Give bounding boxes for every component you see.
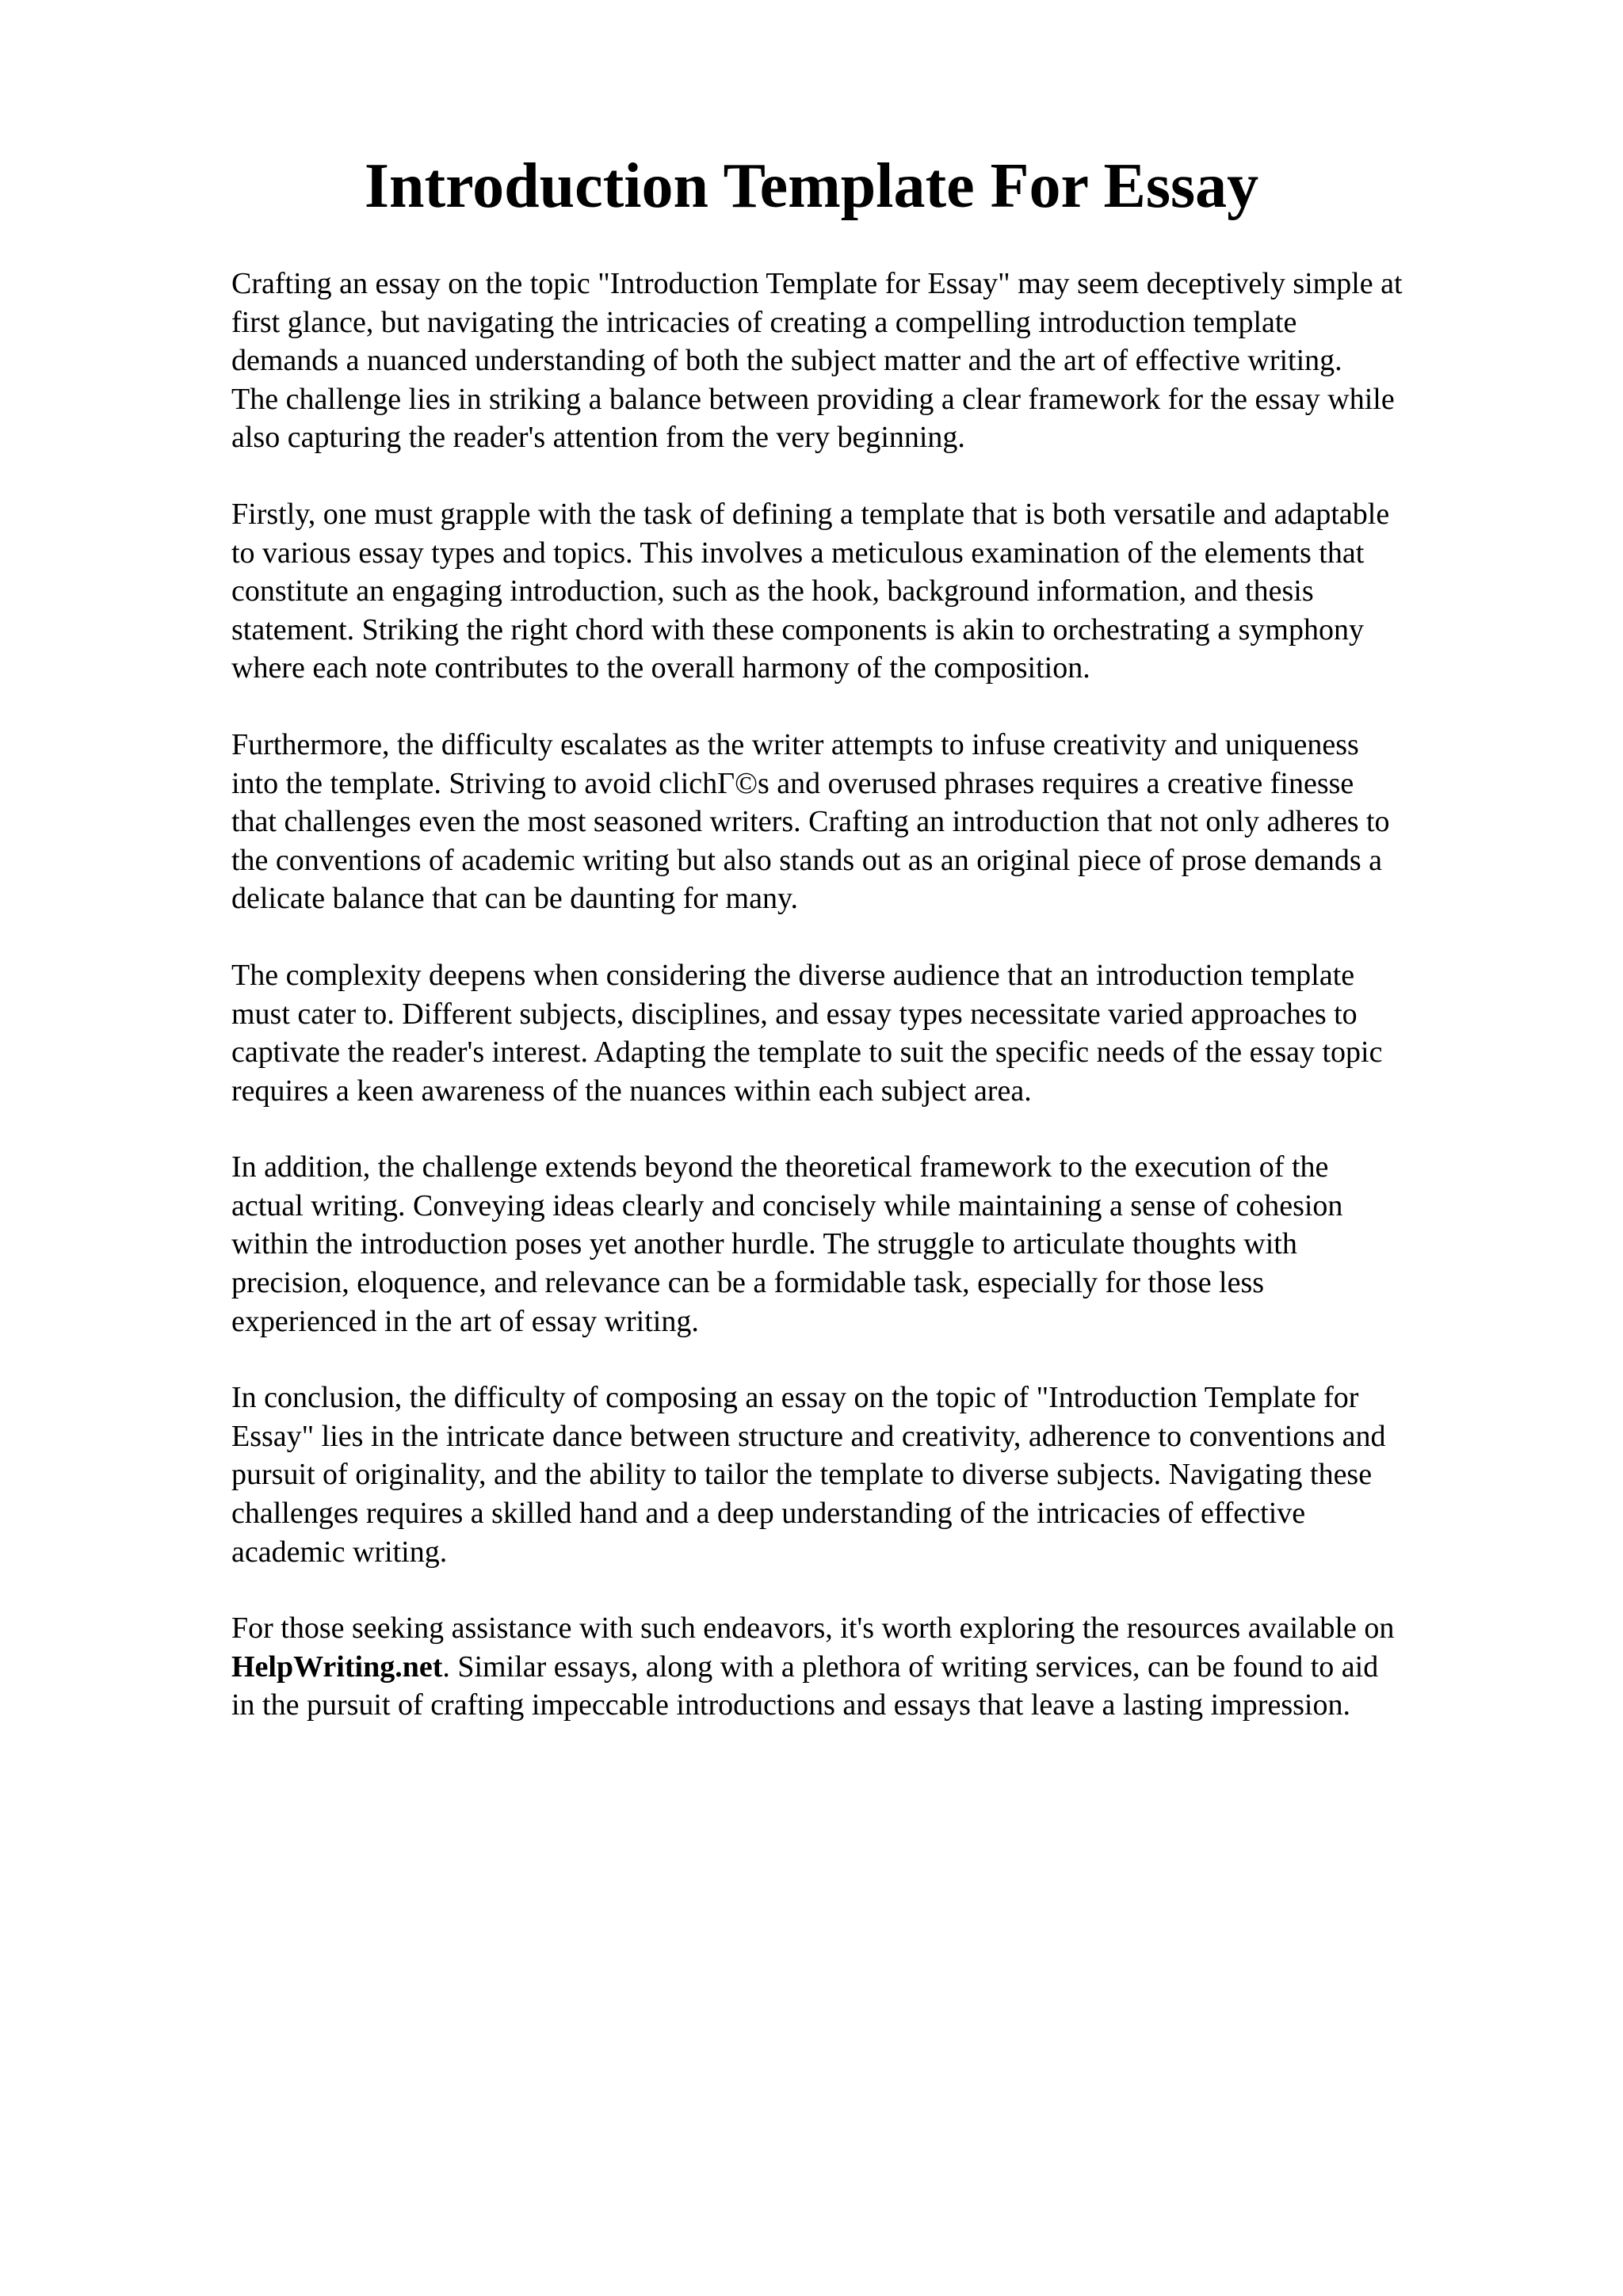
text-line: captivate the reader's interest. Adapting the template to suit the specific needs of the essay topic	[231, 1035, 1383, 1070]
text-line: The complexity deepens when considering the diverse audience that an introduction template	[231, 958, 1355, 992]
text-line	[231, 1648, 1515, 1687]
text-line: Essay" lies in the intricate dance between structure and creativity, adherence to conventions and	[231, 1419, 1386, 1453]
text-line: academic writing.	[231, 1535, 448, 1569]
text-line: pursuit of originality, and the ability to tailor the template to diverse subjects. Navigating these	[231, 1458, 1373, 1492]
text-line: Firstly, one must grapple with the task of defining a template that is both versatile and adaptable	[231, 497, 1390, 531]
text-line: actual writing. Conveying ideas clearly and concisely while maintaining a sense of cohesion	[231, 1188, 1343, 1222]
essay-body	[231, 265, 1515, 1763]
paragraph-2	[231, 495, 1515, 688]
text-line: the conventions of academic writing but also stands out as an original piece of prose demands a	[231, 843, 1383, 877]
text-line: experienced in the art of essay writing.	[231, 1304, 699, 1338]
text-line: must cater to. Different subjects, disciplines, and essay types necessitate varied approaches to	[231, 997, 1358, 1031]
paragraph-4	[231, 956, 1515, 1110]
page-title: Introduction Template For Essay	[364, 151, 1259, 221]
paragraph-1	[231, 265, 1515, 457]
text-line: that challenges even the most seasoned writers. Crafting an introduction that not only adheres to	[231, 805, 1390, 839]
text-line: Crafting an essay on the topic "Introduction Template for Essay" may seem deceptively simple at	[231, 267, 1403, 300]
text-line: statement. Striking the right chord with these components is akin to orchestrating a symphony	[231, 612, 1364, 646]
text-line: constitute an engaging introduction, such as the hook, background information, and thesis	[231, 574, 1314, 608]
text-line: first glance, but navigating the intricacies of creating a compelling introduction template	[231, 305, 1297, 339]
text-line: within the introduction poses yet another hurdle. The struggle to articulate thoughts with	[231, 1227, 1297, 1261]
helpwriting-link[interactable]: HelpWriting.net	[231, 1650, 443, 1684]
text-line: where each note contributes to the overall harmony of the composition.	[231, 651, 1090, 685]
paragraph-3	[231, 726, 1515, 918]
text-line: In conclusion, the difficulty of composing an essay on the topic of "Introduction Template for	[231, 1381, 1359, 1415]
text-line: in the pursuit of crafting impeccable introductions and essays that leave a lasting impression.	[231, 1688, 1350, 1722]
text-line: In addition, the challenge extends beyond the theoretical framework to the execution of the	[231, 1150, 1329, 1184]
text-line: The challenge lies in striking a balance between providing a clear framework for the essay while	[231, 382, 1395, 416]
text-line: also capturing the reader's attention from the very beginning.	[231, 421, 965, 455]
paragraph-6	[231, 1379, 1515, 1571]
text-line: challenges requires a skilled hand and a deep understanding of the intricacies of effective	[231, 1497, 1306, 1531]
text-line: For those seeking assistance with such endeavors, it's worth exploring the resources available on	[231, 1611, 1395, 1646]
text-line: to various essay types and topics. This involves a meticulous examination of the elements that	[231, 536, 1365, 570]
text-line: into the template. Striving to avoid clichГ©s and overused phrases requires a creative finesse	[231, 766, 1354, 800]
text-fragment: . Similar essays, along with a plethora of writing services, can be found to aid	[442, 1650, 1379, 1684]
paragraph-5	[231, 1148, 1515, 1341]
text-line: requires a keen awareness of the nuances within each subject area.	[231, 1074, 1032, 1108]
text-line: precision, eloquence, and relevance can be a formidable task, especially for those less	[231, 1266, 1265, 1300]
text-line: Furthermore, the difficulty escalates as the writer attempts to infuse creativity and uniqueness	[231, 727, 1359, 761]
text-line: demands a nuanced understanding of both the subject matter and the art of effective writing.	[231, 344, 1342, 378]
text-line: delicate balance that can be daunting for many.	[231, 882, 798, 916]
closing-paragraph	[231, 1609, 1515, 1725]
